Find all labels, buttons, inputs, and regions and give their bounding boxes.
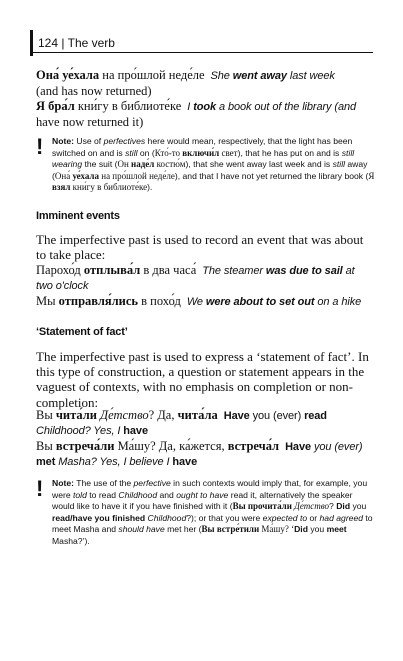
example-steamer: Парохо́д отплыва́л в два часа́ The steamer was due to sail at two o'clock — [36, 263, 355, 292]
page-number: 124 — [38, 36, 59, 50]
note-perfective-contexts: ! Note: The use of the perfective in such contexts would imply that, for example, you were told to read Childhood and ought to have read it, alternatively the speaker would like to have it if you have finished with it (Вы прочита́ли Де́тство? Did you read/have you finished Childhood?); or that you were expected to or had agreed to meet Masha and should have met her (Вы встре́тили Ма́шу? ‘Did you meet Masha?’). — [36, 476, 373, 546]
header-rule-horizontal — [33, 52, 373, 53]
chapter-title: The verb — [67, 36, 115, 50]
note-perfectives: ! Note: Use of perfectives here would mean, respectively, that the light has been switched on and is still on (Кто́-то включи́л свет), that he has put on and is still wearing the suit (Он наде́л костю́м), that she went away last week and is still away (Она́ уе́хала на про́шлой неде́ле), and that I have not yet returned the library book (Я взял кни́гу в библиоте́ке). — [36, 134, 375, 193]
running-header — [38, 36, 115, 50]
example-i-took-book: Я бра́л кни́гу в библиоте́ке I took a book out of the library (and have now returned it) — [36, 99, 357, 129]
heading-statement-of-fact: ‘Statement of fact’ — [36, 326, 128, 338]
heading-imminent-events: Imminent events — [36, 210, 120, 222]
example-childhood: Вы чита́ли Де́тство? Да, чита́ла Have you (ever) read Childhood? Yes, I have — [36, 408, 327, 437]
exclamation-icon: ! — [36, 134, 44, 159]
exclamation-icon: ! — [36, 476, 44, 501]
paragraph-statement-of-fact: The imperfective past is used to express a ‘statement of fact’. In this type of construction, a question or statement appears in the vaguest of contexts, with no emphasis on completion or non-completion: — [36, 349, 369, 410]
example-she-went-away: Она́ уе́хала на про́шлой неде́ле She went away last week (and has now returned) — [36, 68, 335, 98]
example-hike: Мы отправля́лись в похо́д We were about to set out on a hike — [36, 294, 362, 308]
paragraph-imminent-events: The imperfective past is used to record an event that was about to take place: — [36, 232, 364, 263]
header-separator: | — [61, 36, 65, 50]
example-masha: Вы встреча́ли Ма́шу? Да, ка́жется, встреча́л Have you (ever) met Masha? Yes, I believe I have — [36, 439, 363, 468]
